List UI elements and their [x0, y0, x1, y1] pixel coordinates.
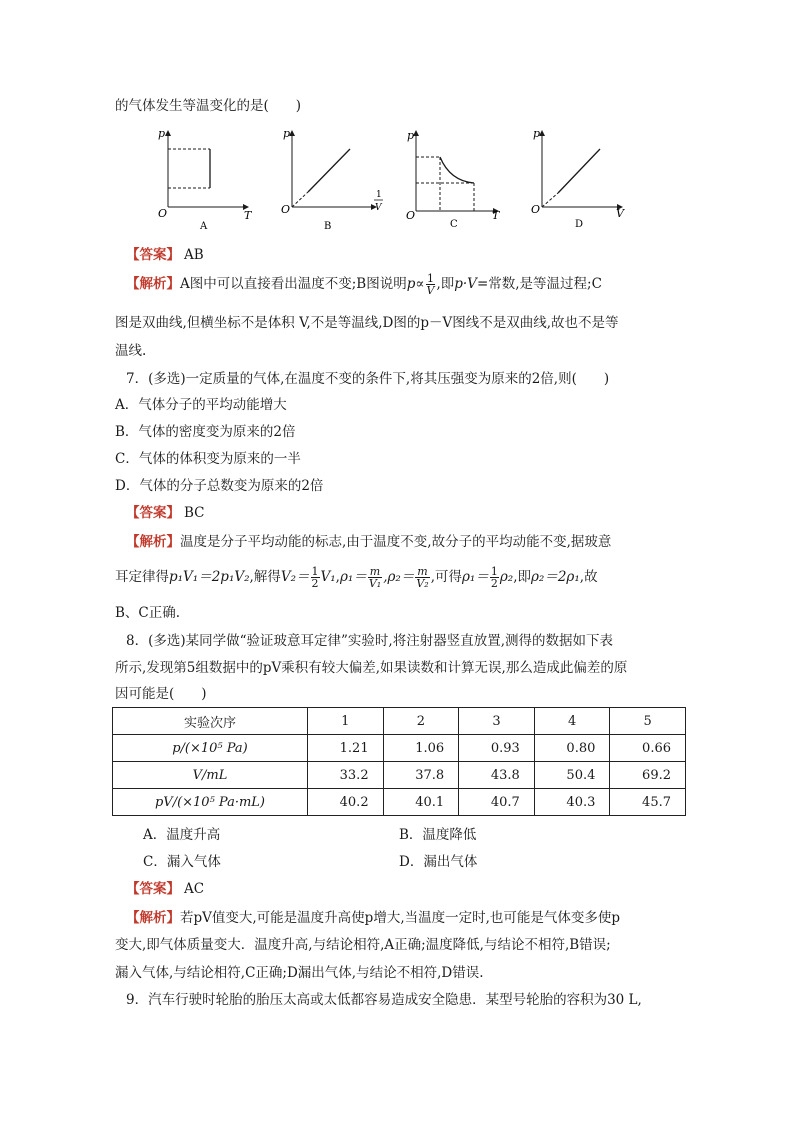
q8-option-c: C．漏入气体 [143, 854, 221, 870]
q7-expl-2d: V₂＝ [280, 569, 310, 585]
graph-c [406, 129, 501, 230]
q8-stem-line-1: 8．(多选)某同学做“验证玻意耳定律”实验时,将注射器竖直放置,测得的数据如下表 [126, 633, 614, 649]
q7-fraction-4 [490, 566, 499, 589]
table-row-label: p/(×10⁵ Pa) [113, 735, 308, 762]
q7-fraction-1 [311, 566, 320, 589]
table-cell: 69.2 [610, 762, 686, 789]
graph-a-origin: O [158, 207, 168, 220]
table-row [113, 708, 686, 735]
table-cell: 0.66 [610, 735, 686, 762]
q7-expl-1: 温度是分子平均动能的标志,由于温度不变,故分子的平均动能不变,据玻意 [180, 534, 612, 550]
table-cell: 2 [383, 708, 459, 735]
q6-fraction [426, 273, 436, 296]
q7-expl-2c: ,解得 [249, 569, 281, 585]
table-cell: 40.3 [534, 789, 610, 816]
graph-c-origin: O [406, 209, 416, 222]
q7-expl-2g: ,可得 [430, 569, 462, 585]
q6-expl-1b: p∝ [406, 276, 425, 292]
table-cell: 1.06 [383, 735, 459, 762]
q9-stem: 9．汽车行驶时轮胎的胎压太高或太低都容易造成安全隐患．某型号轮胎的容积为30 L, [126, 992, 642, 1008]
q8-explanation-line-3: 漏入气体,与结论相符,C正确;D漏出气体,与结论不相符,D错误. [115, 965, 484, 981]
graph-a-x-label: T [244, 209, 252, 222]
table-cell: 1 [308, 708, 384, 735]
q7-stem: 7．(多选)一定质量的气体,在温度不变的条件下,将其压强变为原来的2倍,则( ) [126, 371, 610, 387]
table-cell: 5 [610, 708, 686, 735]
table-cell: 40.2 [308, 789, 384, 816]
q6-expl-1e: =常数,是等温过程;C [476, 276, 602, 292]
q7-explanation-line-2 [115, 565, 598, 589]
graph-a-letter: A [200, 221, 208, 232]
q7-f3-num: m [417, 565, 428, 578]
q6-frac-den: V [426, 284, 435, 297]
q7-explanation-line-1 [126, 530, 611, 550]
q8-data-table [112, 707, 686, 816]
q6-explanation-line-3: 温线. [115, 343, 147, 359]
graph-a [158, 127, 253, 232]
q7-answer [126, 501, 205, 521]
q7-option-b: B．气体的密度变为原来的2倍 [115, 424, 296, 440]
table-row [113, 789, 686, 816]
q7-rho4: ρ₂ [499, 569, 514, 585]
graph-b [281, 127, 383, 232]
table-row-label: V/mL [113, 762, 308, 789]
q7-f1-num: 1 [311, 565, 319, 578]
q8-explanation-line-2: 变大,即气体质量变大．温度升高,与结论相符,A正确;温度降低,与结论不相符,B错误; [115, 937, 611, 953]
analysis-tag: 【解析】 [126, 276, 180, 292]
q8-answer [126, 877, 204, 897]
table-cell: 40.7 [459, 789, 535, 816]
q8-option-b: B．温度降低 [399, 827, 477, 843]
graph-c-y-label: p [407, 129, 415, 142]
q8-stem-line-2: 所示,发现第5组数据中的pV乘积有较大偏差,如果读数和计算无误,那么造成此偏差的原 [115, 660, 628, 676]
q8-option-d: D．漏出气体 [399, 854, 478, 870]
answer-tag: 【答案】 [126, 881, 180, 897]
graph-a-y-label: p [158, 127, 166, 140]
table-cell: 43.8 [459, 762, 535, 789]
q7-f2-num: m [369, 565, 381, 578]
q8-stem-line-3: 因可能是( ) [115, 686, 207, 702]
q7-expl-2e: V₁ [320, 569, 336, 585]
q6-answer [126, 243, 204, 263]
q7-rho1: ρ₁＝ [339, 569, 367, 585]
graph-d-y-label: p [533, 127, 541, 140]
q7-expl-2a: 耳定律得 [115, 569, 169, 585]
table-cell: 37.8 [383, 762, 459, 789]
q7-fraction-3 [415, 566, 429, 589]
graph-b-origin: O [281, 203, 291, 216]
graph-figures [150, 125, 630, 235]
q7-answer-value: BC [184, 505, 205, 521]
q6-explanation-line-1 [126, 272, 602, 296]
q7-option-d: D．气体的分子总数变为原来的2倍 [115, 478, 324, 494]
graph-c-letter: C [450, 219, 458, 230]
q7-rho5: ρ₂＝2ρ₁ [531, 569, 580, 585]
q7-f4-den: 2 [490, 577, 498, 590]
q7-explanation-line-3: B、C正确. [115, 605, 181, 621]
table-row [113, 735, 686, 762]
table-row-label: 实验次序 [113, 708, 308, 735]
table-cell: 33.2 [308, 762, 384, 789]
graph-c-x-label: T [492, 209, 500, 222]
q8-expl-1: 若pV值变大,可能是温度升高使p增大,当温度一定时,也可能是气体变多使p [180, 910, 621, 926]
q6-expl-1c: ,即 [436, 276, 455, 292]
graph-d [531, 127, 625, 230]
q7-fraction-2 [368, 566, 382, 589]
q7-f1-den: 2 [311, 577, 319, 590]
graph-b-letter: B [324, 221, 332, 232]
q6-answer-value: AB [184, 247, 204, 263]
q8-answer-value: AC [184, 881, 205, 897]
q8-option-a: A．温度升高 [143, 827, 221, 843]
graph-d-origin: O [531, 203, 541, 216]
table-cell: 50.4 [534, 762, 610, 789]
q7-f3-den: V₂ [416, 577, 429, 590]
table-cell: 45.7 [610, 789, 686, 816]
q7-rho3: ρ₁＝ [461, 569, 489, 585]
table-row [113, 762, 686, 789]
graph-d-x-label: V [616, 207, 624, 220]
q7-expl-2h: ,即 [513, 569, 531, 585]
q7-f2-den: V₁ [368, 577, 382, 590]
answer-tag: 【答案】 [126, 247, 180, 263]
table-cell: 1.21 [308, 735, 384, 762]
q6-expl-1a: A图中可以直接看出温度不变;B图说明 [180, 276, 407, 292]
graph-b-y-label: p [283, 127, 291, 140]
table-cell: 40.1 [383, 789, 459, 816]
graph-b-x-den: V [375, 203, 382, 213]
q7-expl-2i: ,故 [579, 569, 598, 585]
q7-option-c: C．气体的体积变为原来的一半 [115, 451, 301, 467]
graph-d-letter: D [575, 219, 584, 230]
table-row-label: pV/(×10⁵ Pa·mL) [113, 789, 308, 816]
q7-expl-2f: , [335, 569, 340, 585]
q6-frac-num: 1 [426, 272, 434, 285]
table-cell: 4 [534, 708, 610, 735]
q7-option-a: A．气体分子的平均动能增大 [115, 397, 287, 413]
table-cell: 3 [459, 708, 535, 735]
q6-explanation-line-2: 图是双曲线,但横坐标不是体积 V,不是等温线,D图的p－V图线不是双曲线,故也不是等 [115, 315, 619, 331]
q7-f4-num: 1 [490, 565, 498, 578]
analysis-tag: 【解析】 [126, 534, 180, 550]
q7-expl-2b: p₁V₁＝2p₁V₂ [169, 569, 250, 585]
table-cell: 0.80 [534, 735, 610, 762]
q6-stem-tail: 的气体发生等温变化的是( ) [115, 98, 302, 114]
analysis-tag: 【解析】 [126, 910, 180, 926]
table-cell: 0.93 [459, 735, 535, 762]
q7-rho2: ,ρ₂＝ [383, 569, 415, 585]
answer-tag: 【答案】 [126, 505, 180, 521]
q6-expl-1d: p·V [454, 276, 477, 292]
q8-explanation-line-1 [126, 906, 620, 926]
graph-b-x-num: 1 [376, 190, 382, 200]
